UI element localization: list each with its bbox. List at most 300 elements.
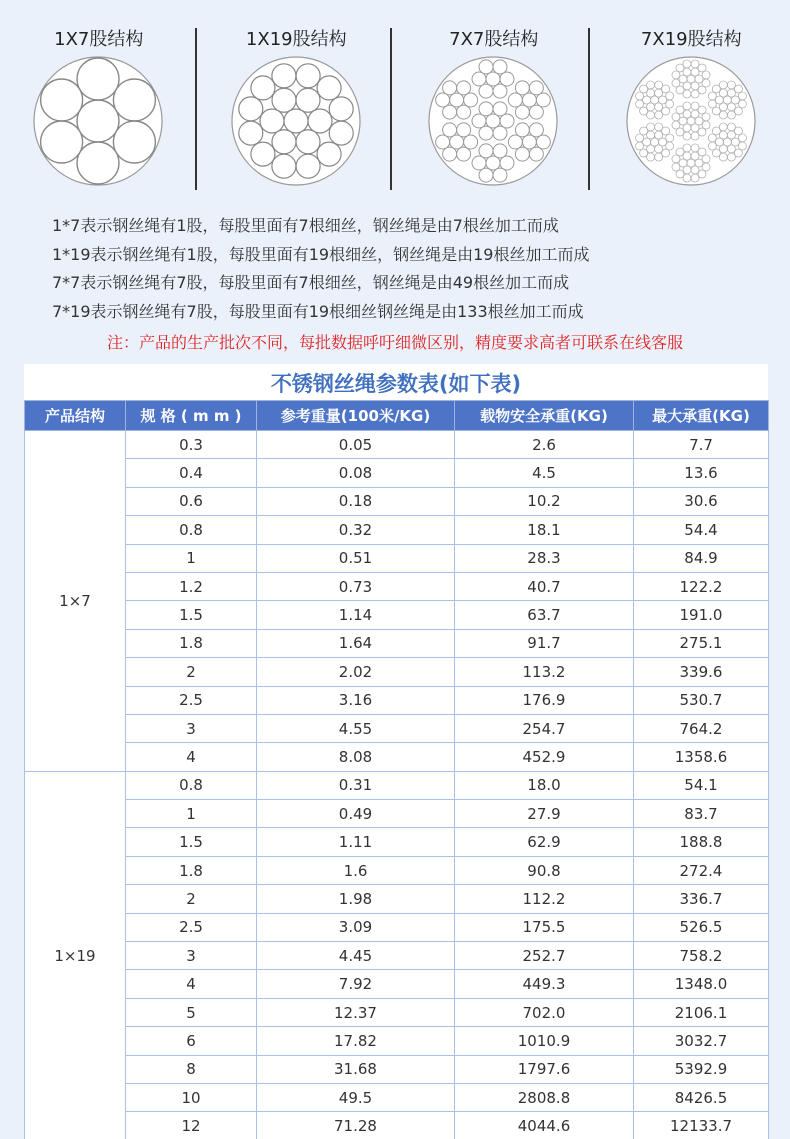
wire — [698, 170, 706, 178]
weight-cell: 1.6 — [257, 856, 455, 884]
wire — [702, 71, 710, 79]
wire — [522, 135, 536, 149]
weight-cell: 0.05 — [257, 431, 455, 459]
table-row — [25, 743, 769, 771]
wire — [472, 156, 486, 170]
weight-cell: 4.55 — [257, 714, 455, 742]
wire — [317, 142, 341, 166]
weight-cell: 0.51 — [257, 544, 455, 572]
wire — [702, 155, 710, 163]
safe-load-cell: 252.7 — [455, 942, 634, 970]
wire — [738, 100, 746, 108]
wire — [654, 153, 662, 161]
wire — [272, 88, 296, 112]
wire — [719, 81, 727, 89]
wire — [738, 134, 746, 142]
weight-cell: 3.16 — [257, 686, 455, 714]
weight-cell: 4.45 — [257, 942, 455, 970]
table-row — [25, 970, 769, 998]
safe-load-cell: 4044.6 — [455, 1112, 634, 1139]
wire — [500, 72, 514, 86]
wire — [522, 93, 536, 107]
safe-load-cell: 18.1 — [455, 516, 634, 544]
spec-cell: 2 — [126, 658, 257, 686]
table-row — [25, 686, 769, 714]
wire — [719, 153, 727, 161]
safe-load-cell: 176.9 — [455, 686, 634, 714]
spec-cell: 1 — [126, 544, 257, 572]
wire — [654, 131, 662, 139]
spec-cell: 2.5 — [126, 686, 257, 714]
wire — [639, 127, 647, 135]
wire — [457, 147, 471, 161]
wire — [260, 109, 284, 133]
spec-cell: 4 — [126, 970, 257, 998]
wire — [712, 149, 720, 157]
wire — [675, 148, 683, 156]
diagram-title: 1X7股结构 — [54, 29, 144, 50]
table-row — [25, 1083, 769, 1111]
wire — [493, 60, 507, 74]
weight-cell: 71.28 — [257, 1112, 455, 1139]
table-row — [25, 1112, 769, 1139]
weight-cell: 31.68 — [257, 1055, 455, 1083]
wire — [719, 89, 727, 97]
max-load-cell: 272.4 — [634, 856, 769, 884]
wire — [646, 81, 654, 89]
diagram-7x19 — [593, 0, 790, 200]
wire — [712, 127, 720, 135]
wire — [671, 113, 679, 121]
wire — [479, 126, 493, 140]
safe-load-cell: 113.2 — [455, 658, 634, 686]
wire — [646, 89, 654, 97]
wire — [284, 109, 308, 133]
table-header-row — [25, 401, 769, 431]
wire — [529, 123, 543, 137]
wire — [675, 64, 683, 72]
weight-cell: 12.37 — [257, 998, 455, 1026]
spec-cell: 2.5 — [126, 913, 257, 941]
table-row — [25, 714, 769, 742]
wire — [479, 84, 493, 98]
max-load-cell: 3032.7 — [634, 1027, 769, 1055]
wire — [250, 142, 274, 166]
max-load-cell: 30.6 — [634, 487, 769, 515]
table-row — [25, 1027, 769, 1055]
weight-cell: 0.32 — [257, 516, 455, 544]
wire — [646, 153, 654, 161]
max-load-cell: 54.1 — [634, 771, 769, 799]
spec-cell: 1.5 — [126, 828, 257, 856]
wire — [698, 86, 706, 94]
wire — [654, 103, 662, 111]
weight-cell: 1.64 — [257, 629, 455, 657]
wire — [443, 81, 457, 95]
header-safe-load: 载物安全承重(KG) — [455, 401, 634, 431]
wire — [493, 126, 507, 140]
wire — [708, 142, 716, 150]
description-line: 7*7表示钢丝绳有7股，每股里面有7根细丝，钢丝绳是由49根丝加工而成 — [52, 273, 570, 293]
safe-load-cell: 1797.6 — [455, 1055, 634, 1083]
weight-cell: 1.11 — [257, 828, 455, 856]
wire — [515, 147, 529, 161]
strand-7x7-icon — [428, 56, 558, 186]
wire — [296, 154, 320, 178]
wire — [691, 166, 699, 174]
wire — [661, 107, 669, 115]
diagram-title: 1X19股结构 — [245, 29, 347, 50]
safe-load-cell: 2808.8 — [455, 1083, 634, 1111]
max-load-cell: 188.8 — [634, 828, 769, 856]
wire — [675, 106, 683, 114]
wire — [682, 132, 690, 140]
wire — [450, 135, 464, 149]
max-load-cell: 2106.1 — [634, 998, 769, 1026]
wire — [691, 68, 699, 76]
wire — [464, 93, 478, 107]
table-row — [25, 459, 769, 487]
strand-diagrams — [0, 0, 790, 200]
table-row — [25, 544, 769, 572]
wire — [436, 93, 450, 107]
weight-cell: 3.09 — [257, 913, 455, 941]
safe-load-cell: 702.0 — [455, 998, 634, 1026]
description-line: 1*19表示钢丝绳有1股，每股里面有19根细丝，钢丝绳是由19根丝加工而成 — [52, 244, 590, 264]
wire — [500, 156, 514, 170]
weight-cell: 0.18 — [257, 487, 455, 515]
safe-load-cell: 40.7 — [455, 572, 634, 600]
wire — [727, 153, 735, 161]
table-row — [25, 572, 769, 600]
wire — [646, 111, 654, 119]
wire — [654, 145, 662, 153]
table-row — [25, 856, 769, 884]
wire — [536, 135, 550, 149]
weight-cell: 0.08 — [257, 459, 455, 487]
wire — [493, 102, 507, 116]
wire — [691, 124, 699, 132]
wire — [515, 81, 529, 95]
wire — [698, 128, 706, 136]
wire — [443, 105, 457, 119]
wire — [727, 123, 735, 131]
wire — [457, 123, 471, 137]
wire — [665, 134, 673, 142]
max-load-cell: 5392.9 — [634, 1055, 769, 1083]
wire — [691, 132, 699, 140]
spec-cell: 0.3 — [126, 431, 257, 459]
wire — [727, 81, 735, 89]
wire — [708, 134, 716, 142]
wire — [529, 105, 543, 119]
max-load-cell: 758.2 — [634, 942, 769, 970]
wire — [450, 93, 464, 107]
wire — [708, 100, 716, 108]
wire — [675, 128, 683, 136]
wire — [712, 107, 720, 115]
max-load-cell: 339.6 — [634, 658, 769, 686]
wire — [712, 85, 720, 93]
table-row — [25, 998, 769, 1026]
table-row — [25, 431, 769, 459]
divider — [588, 28, 590, 190]
wire — [719, 111, 727, 119]
safe-load-cell: 175.5 — [455, 913, 634, 941]
wire — [665, 142, 673, 150]
weight-cell: 49.5 — [257, 1083, 455, 1111]
header-weight: 参考重量(100米/KG) — [257, 401, 455, 431]
max-load-cell: 84.9 — [634, 544, 769, 572]
table-row — [25, 913, 769, 941]
wire — [691, 174, 699, 182]
wire — [639, 149, 647, 157]
header-structure: 产品结构 — [25, 401, 126, 431]
safe-load-cell: 452.9 — [455, 743, 634, 771]
wire — [661, 127, 669, 135]
description-line: 7*19表示钢丝绳有7股，每股里面有19根细丝钢丝绳是由133根丝加工而成 — [52, 302, 584, 322]
wire — [698, 106, 706, 114]
wire — [734, 85, 742, 93]
wire — [665, 92, 673, 100]
spec-cell: 0.6 — [126, 487, 257, 515]
wire — [457, 81, 471, 95]
wire — [691, 110, 699, 118]
safe-load-cell: 10.2 — [455, 487, 634, 515]
max-load-cell: 7.7 — [634, 431, 769, 459]
spec-cell: 1.5 — [126, 601, 257, 629]
safe-load-cell: 91.7 — [455, 629, 634, 657]
structure-descriptions — [52, 212, 589, 327]
wire — [702, 163, 710, 171]
table-row — [25, 487, 769, 515]
table-row — [25, 771, 769, 799]
wire — [508, 135, 522, 149]
max-load-cell: 275.1 — [634, 629, 769, 657]
header-max-load: 最大承重(KG) — [634, 401, 769, 431]
weight-cell: 0.73 — [257, 572, 455, 600]
safe-load-cell: 4.5 — [455, 459, 634, 487]
wire — [708, 92, 716, 100]
table-row — [25, 828, 769, 856]
wire — [272, 130, 296, 154]
max-load-cell: 191.0 — [634, 601, 769, 629]
spec-cell: 5 — [126, 998, 257, 1026]
safe-load-cell: 28.3 — [455, 544, 634, 572]
precision-note: 注：产品的生产批次不同，每批数据呼吁细微区别，精度要求高者可联系在线客服 — [106, 333, 683, 352]
spec-cell: 1.8 — [126, 629, 257, 657]
spec-cell: 0.8 — [126, 771, 257, 799]
wire — [675, 170, 683, 178]
max-load-cell: 122.2 — [634, 572, 769, 600]
wire — [691, 90, 699, 98]
wire — [654, 111, 662, 119]
max-load-cell: 526.5 — [634, 913, 769, 941]
diagram-7x7 — [395, 0, 593, 200]
wire — [683, 152, 691, 160]
wire — [436, 135, 450, 149]
weight-cell: 0.49 — [257, 800, 455, 828]
wire — [271, 154, 295, 178]
max-load-cell: 764.2 — [634, 714, 769, 742]
wire — [508, 93, 522, 107]
table-row — [25, 516, 769, 544]
wire — [698, 64, 706, 72]
wire — [486, 72, 500, 86]
structure-cell: 1×7 — [25, 431, 126, 772]
wire — [635, 142, 643, 150]
wire — [691, 102, 699, 110]
table-row — [25, 658, 769, 686]
wire — [646, 123, 654, 131]
spec-cell: 0.4 — [126, 459, 257, 487]
wire — [691, 152, 699, 160]
wire — [479, 60, 493, 74]
wire — [671, 163, 679, 171]
wire — [250, 76, 274, 100]
weight-cell: 2.02 — [257, 658, 455, 686]
wire — [296, 130, 320, 154]
safe-load-cell: 112.2 — [455, 885, 634, 913]
diagram-1x19 — [198, 0, 396, 200]
spec-cell: 8 — [126, 1055, 257, 1083]
wire — [682, 144, 690, 152]
wire — [682, 90, 690, 98]
wire — [702, 113, 710, 121]
weight-cell: 1.98 — [257, 885, 455, 913]
parameter-table-panel — [24, 364, 768, 1139]
safe-load-cell: 27.9 — [455, 800, 634, 828]
wire — [661, 85, 669, 93]
table-row — [25, 800, 769, 828]
weight-cell: 8.08 — [257, 743, 455, 771]
wire — [691, 144, 699, 152]
wire — [529, 147, 543, 161]
spec-cell: 10 — [126, 1083, 257, 1111]
wire — [635, 100, 643, 108]
wire — [727, 89, 735, 97]
safe-load-cell: 62.9 — [455, 828, 634, 856]
wire — [671, 155, 679, 163]
max-load-cell: 8426.5 — [634, 1083, 769, 1111]
wire — [727, 145, 735, 153]
wire — [317, 76, 341, 100]
max-load-cell: 83.7 — [634, 800, 769, 828]
safe-load-cell: 18.0 — [455, 771, 634, 799]
wire — [719, 123, 727, 131]
max-load-cell: 12133.7 — [634, 1112, 769, 1139]
wire — [738, 142, 746, 150]
wire — [493, 168, 507, 182]
wire — [671, 121, 679, 129]
wire — [654, 81, 662, 89]
wire — [727, 111, 735, 119]
wire — [654, 89, 662, 97]
strand-1x7-icon — [33, 56, 163, 186]
wire — [479, 168, 493, 182]
wire — [654, 123, 662, 131]
spec-cell: 1 — [126, 800, 257, 828]
wire — [493, 84, 507, 98]
wire — [479, 144, 493, 158]
wire — [529, 81, 543, 95]
safe-load-cell: 1010.9 — [455, 1027, 634, 1055]
wire — [457, 105, 471, 119]
max-load-cell: 54.4 — [634, 516, 769, 544]
weight-cell: 1.14 — [257, 601, 455, 629]
wire — [661, 149, 669, 157]
max-load-cell: 1348.0 — [634, 970, 769, 998]
header-spec: 规 格 ( m m ) — [126, 401, 257, 431]
structure-cell: 1×19 — [25, 771, 126, 1139]
wire — [296, 64, 320, 88]
wire — [308, 109, 332, 133]
weight-cell: 17.82 — [257, 1027, 455, 1055]
wire — [486, 114, 500, 128]
wire — [635, 134, 643, 142]
divider — [390, 28, 392, 190]
spec-cell: 12 — [126, 1112, 257, 1139]
wire — [734, 127, 742, 135]
spec-cell: 0.8 — [126, 516, 257, 544]
wire — [443, 123, 457, 137]
wire — [639, 107, 647, 115]
wire — [472, 72, 486, 86]
safe-load-cell: 449.3 — [455, 970, 634, 998]
wire — [727, 103, 735, 111]
weight-cell: 7.92 — [257, 970, 455, 998]
wire — [329, 97, 353, 121]
diagram-title: 7X19股结构 — [640, 29, 742, 50]
wire — [665, 100, 673, 108]
table-row — [25, 885, 769, 913]
max-load-cell: 530.7 — [634, 686, 769, 714]
spec-cell: 6 — [126, 1027, 257, 1055]
diagram-title: 7X7股结构 — [449, 29, 539, 50]
wire — [702, 79, 710, 87]
table-row — [25, 629, 769, 657]
wire — [727, 131, 735, 139]
wire — [271, 64, 295, 88]
wire — [479, 102, 493, 116]
spec-cell: 1.8 — [126, 856, 257, 884]
wire — [734, 149, 742, 157]
wire — [719, 131, 727, 139]
wire — [682, 60, 690, 68]
wire — [238, 97, 262, 121]
max-load-cell: 336.7 — [634, 885, 769, 913]
wire — [296, 88, 320, 112]
wire — [698, 148, 706, 156]
table-row — [25, 1055, 769, 1083]
table-row — [25, 601, 769, 629]
spec-cell: 3 — [126, 942, 257, 970]
max-load-cell: 1358.6 — [634, 743, 769, 771]
wire — [682, 102, 690, 110]
wire — [536, 93, 550, 107]
max-load-cell: 13.6 — [634, 459, 769, 487]
safe-load-cell: 2.6 — [455, 431, 634, 459]
wire — [734, 107, 742, 115]
wire — [683, 68, 691, 76]
wire — [635, 92, 643, 100]
wire — [464, 135, 478, 149]
weight-cell: 0.31 — [257, 771, 455, 799]
spec-cell: 4 — [126, 743, 257, 771]
safe-load-cell: 63.7 — [455, 601, 634, 629]
wire — [691, 60, 699, 68]
description-line: 1*7表示钢丝绳有1股，每股里面有7根细丝，钢丝绳是由7根丝加工而成 — [52, 216, 559, 235]
